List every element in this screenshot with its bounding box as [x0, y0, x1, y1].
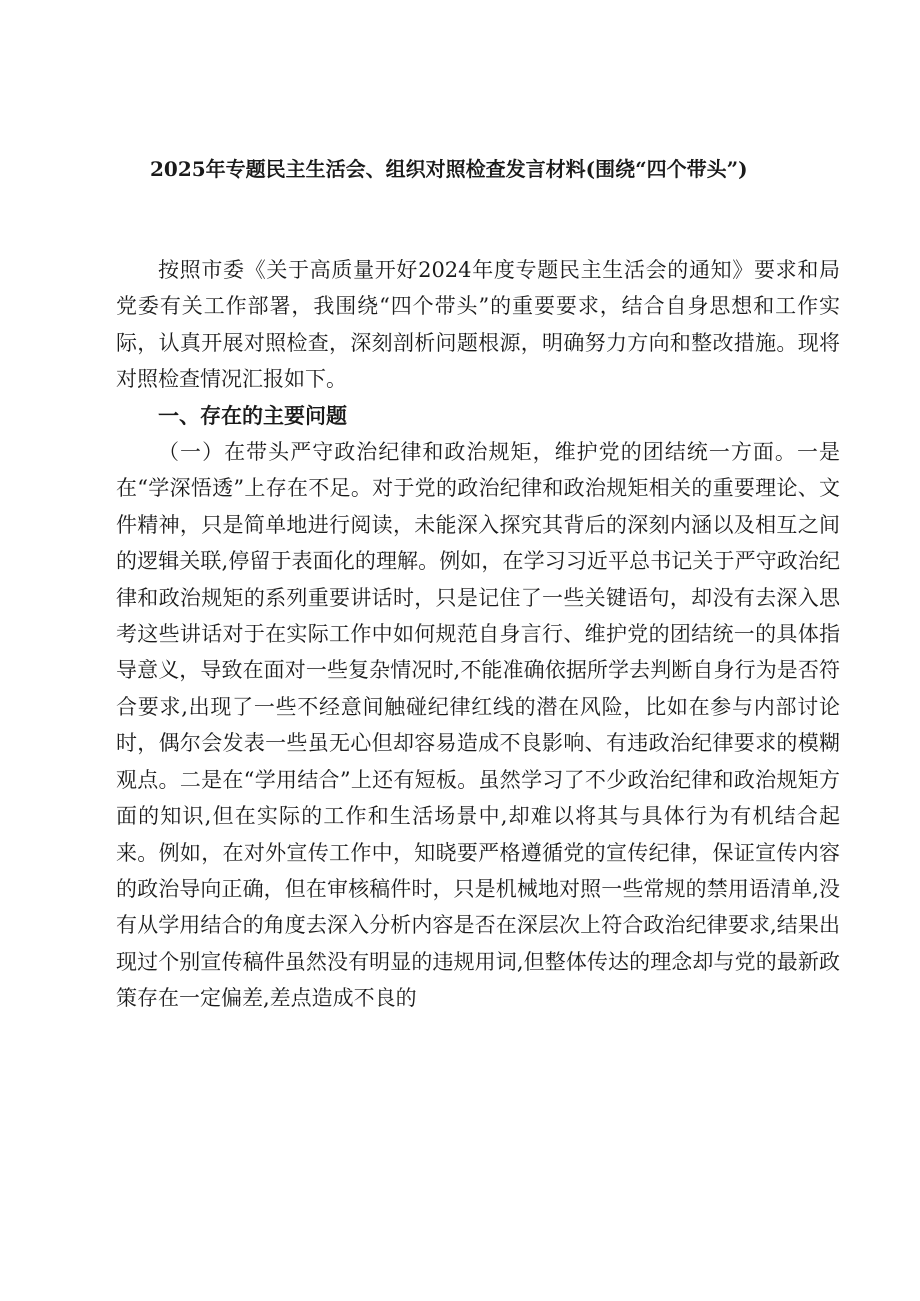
section-paragraph: （一）在带头严守政治纪律和政治规矩，维护党的团结统一方面。一是在“学深悟透”上存在不足。对于党的政治纪律和政治规矩相关的重要理论、文件精神，只是简单地进行阅读，未能深入探究其背后的深刻内涵以及相互之间的逻辑关联,停留于表面化的理解。例如，在学习习近平总书记关于严守政治纪律和政治规矩的系列重要讲话时，只是记住了一些关键语句，却没有去深入思考这些讲话对于在实际工作中如何规范自身言行、维护党的团结统一的具体指导意义，导致在面对一些复杂情况时,不能准确依据所学去判断自身行为是否符合要求,出现了一些不经意间触碰纪律红线的潜在风险，比如在参与内部讨论时，偶尔会发表一些虽无心但却容易造成不良影响、有违政治纪律要求的模糊观点。二是在“学用结合”上还有短板。虽然学习了不少政治纪律和政治规矩方面的知识,但在实际的工作和生活场景中,却难以将其与具体行为有机结合起来。例如，在对外宣传工作中，知晓要严格遵循党的宣传纪律，保证宣传内容的政治导向正确，但在审核稿件时，只是机械地对照一些常规的禁用语清单,没有从学用结合的角度去深入分析内容是否在深层次上符合政治纪律要求,结果出现过个别宣传稿件虽然没有明显的违规用词,但整体传达的理念却与党的最新政策存在一定偏差,差点造成不良的 [116, 440, 840, 1011]
document-body [116, 252, 840, 1017]
intro-paragraph: 按照市委《关于高质量开好2024年度专题民主生活会的通知》要求和局党委有关工作部署，我围绕“四个带头”的重要要求，结合自身思想和工作实际，认真开展对照检查，深刻剖析问题根源，明确努力方向和整改措施。现将对照检查情况汇报如下。 [116, 258, 840, 392]
section-heading: 一、存在的主要问题 [158, 402, 347, 428]
document-title: 2025年专题民主生活会、组织对照检查发言材料(围绕“四个带头”) [150, 157, 748, 181]
